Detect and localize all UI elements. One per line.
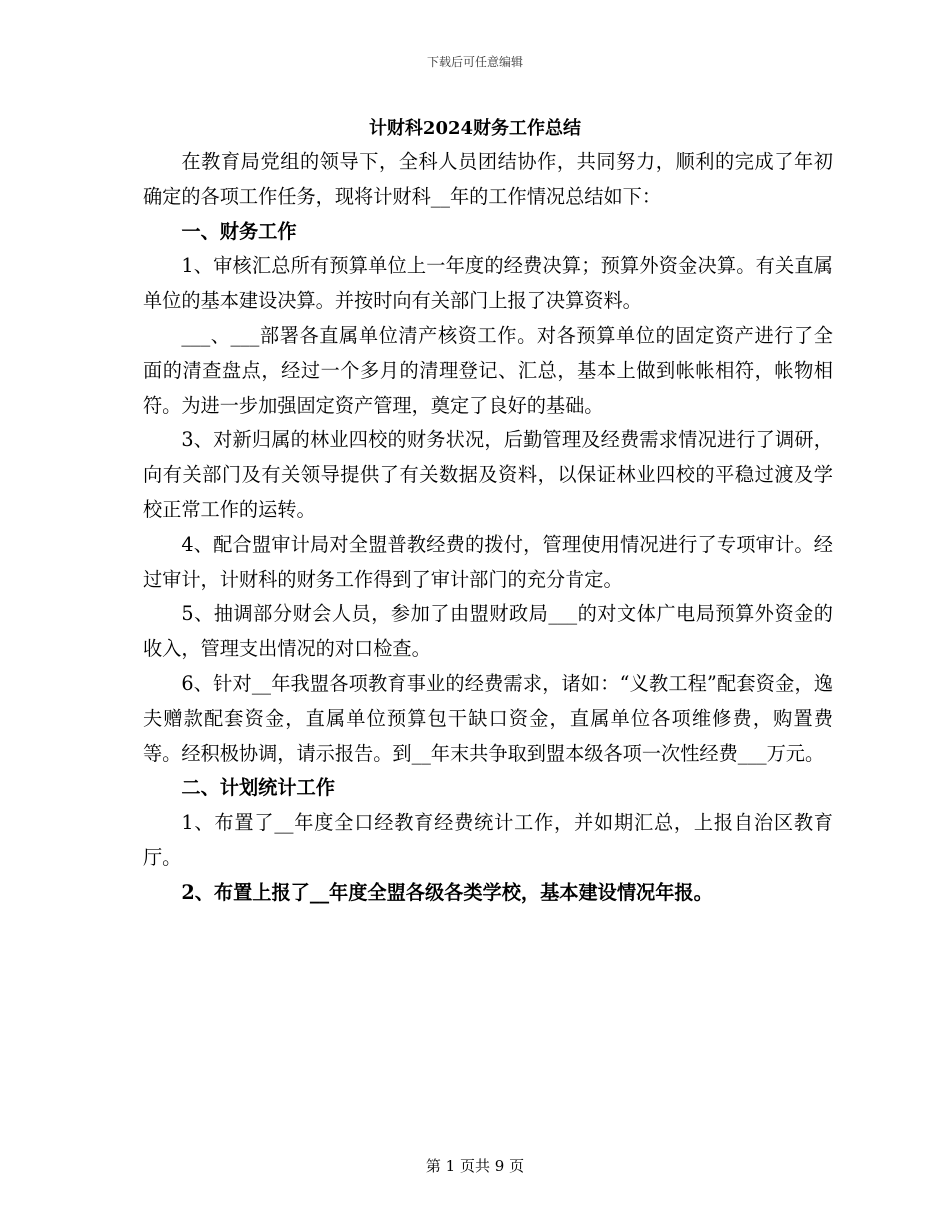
header-note: 下载后可任意编辑 bbox=[426, 55, 523, 69]
page-footer: 第 1 页共 9 页 bbox=[425, 1157, 525, 1175]
paragraph-planning-1: 1、布置了__年度全口经教育经费统计工作，并如期汇总，上报自治区教育厅。 bbox=[143, 811, 833, 869]
paragraph-item-6: 6、针对__年我盟各项教育事业的经费需求，诸如：“义教工程”配套资金，逸夫赠款配套资金，直属单位预算包干缺口资金，直属单位各项维修费，购置费等。经积极协调，请示报告。到__年末共争取到盟本级各项一次性经费___万元。 bbox=[143, 671, 833, 765]
paragraph-item-2: ___、___部署各直属单位清产核资工作。对各预算单位的固定资产进行了全面的清查盘点，经过一个多月的清理登记、汇总，基本上做到帐帐相符，帐物相符。为进一步加强固定资产管理，奠定了良好的基础。 bbox=[143, 323, 833, 417]
paragraph-item-3: 3、对新归属的林业四校的财务状况，后勤管理及经费需求情况进行了调研，向有关部门及有关领导提供了有关数据及资料，以保证林业四校的平稳过渡及学校正常工作的运转。 bbox=[143, 428, 833, 521]
section-heading-planning: 二、计划统计工作 bbox=[181, 776, 335, 800]
intro-paragraph: 在教育局党组的领导下，全科人员团结协作，共同努力，顺利的完成了年初确定的各项工作任务，现将计财科__年的工作情况总结如下： bbox=[143, 150, 833, 208]
paragraph-item-1: 1、审核汇总所有预算单位上一年度的经费决算；预算外资金决算。有关直属单位的基本建设决算。并按时向有关部门上报了决算资料。 bbox=[143, 254, 833, 313]
paragraph-item-4: 4、配合盟审计局对全盟普教经费的拨付，管理使用情况进行了专项审计。经过审计，计财科的财务工作得到了审计部门的充分肯定。 bbox=[143, 532, 833, 591]
document-body bbox=[143, 145, 833, 911]
document-title: 计财科2024财务工作总结 bbox=[368, 118, 582, 139]
section-heading-finance: 一、财务工作 bbox=[181, 219, 297, 243]
paragraph-item-5: 5、抽调部分财会人员，参加了由盟财政局___的对文体广电局预算外资金的收入，管理支出情况的对口检查。 bbox=[143, 602, 833, 661]
paragraph-planning-2: 2、布置上报了__年度全盟各级各类学校，基本建设情况年报。 bbox=[181, 880, 713, 904]
